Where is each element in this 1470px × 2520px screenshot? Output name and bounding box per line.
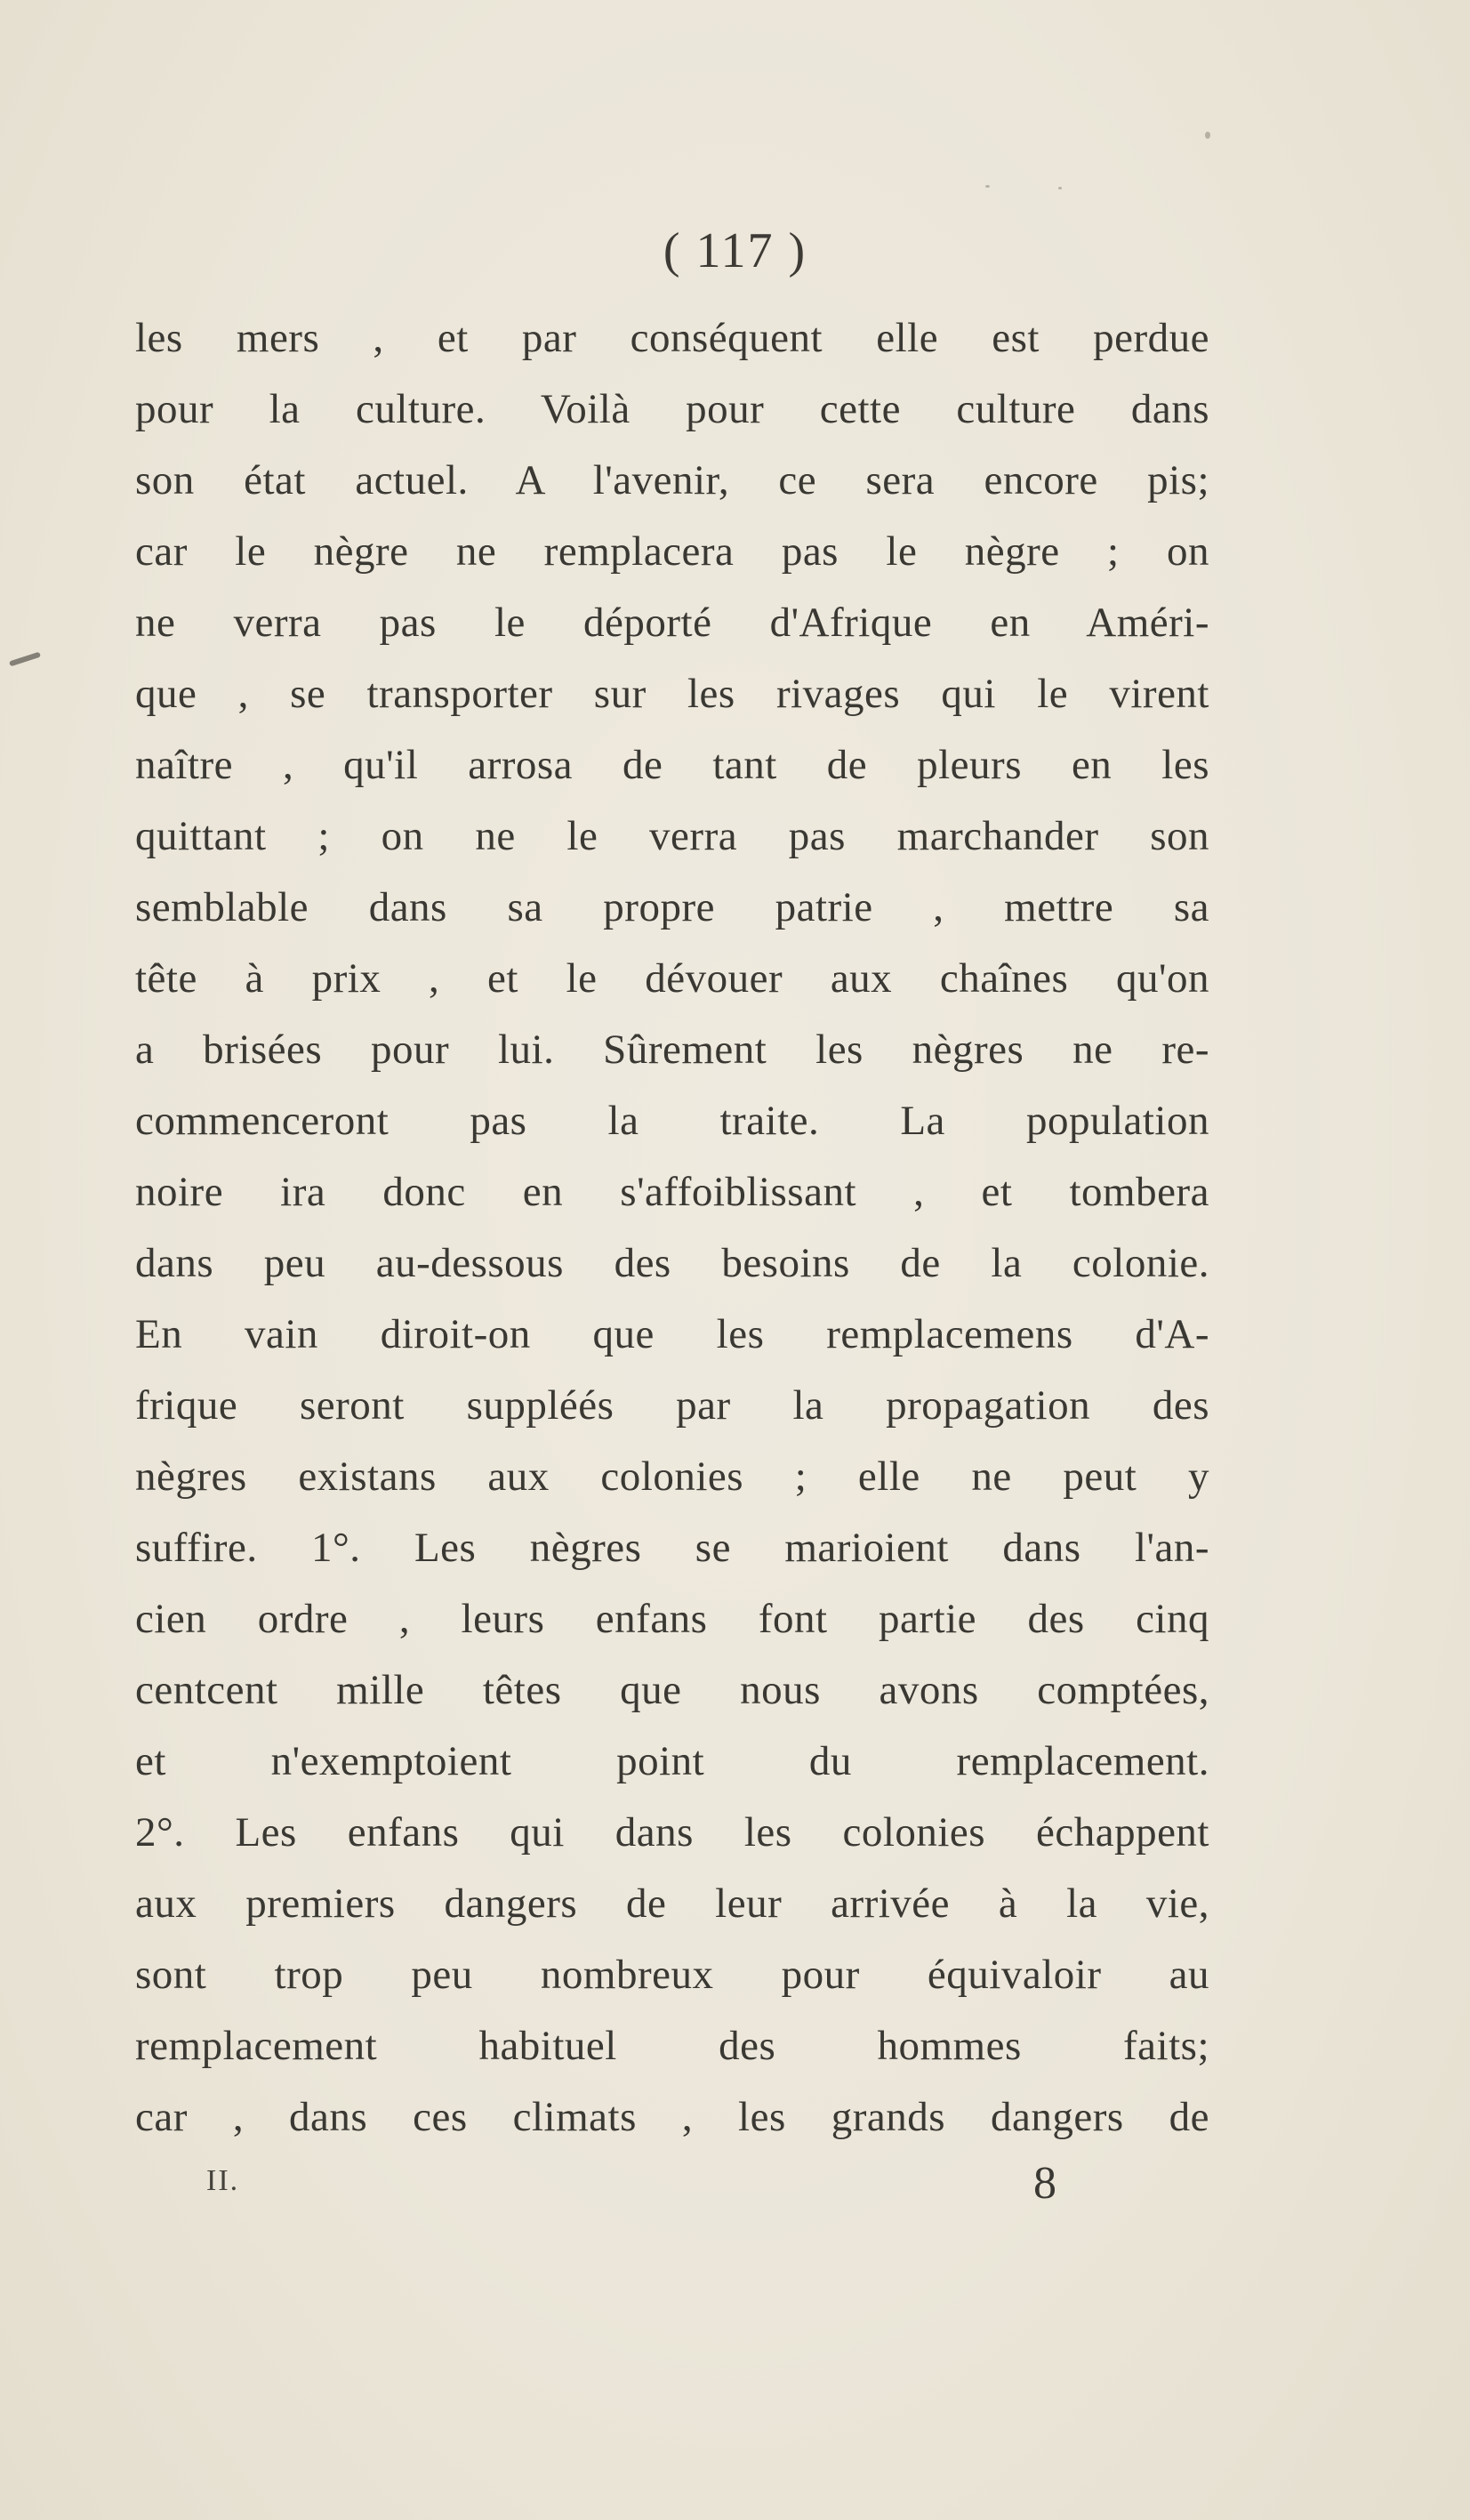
text-line: noire ira donc en s'affoiblissant , et tombera [135, 1169, 1209, 1215]
text-line: a brisées pour lui. Sûrement les nègres ne re- [135, 1027, 1209, 1073]
text-line: car , dans ces climats , les grands dangers de [135, 2094, 1209, 2140]
text-line: nègres existans aux colonies ; elle ne peut y [135, 1453, 1209, 1500]
paper-speck [1058, 187, 1062, 189]
text-line: et n'exemptoient point du remplacement. [135, 1738, 1209, 1784]
text-line: semblable dans sa propre patrie , mettre sa [135, 884, 1209, 930]
page-header: ( 117 ) [663, 223, 807, 278]
page-footer [135, 2157, 1209, 2228]
text-line: quittant ; on ne le verra pas marchander son [135, 813, 1209, 859]
text-line: commenceront pas la traite. La population [135, 1098, 1209, 1144]
text-line: frique seront suppléés par la propagation des [135, 1382, 1209, 1429]
paper-speck [985, 185, 990, 188]
text-line: tête à prix , et le dévouer aux chaînes qu'on [135, 955, 1209, 1002]
text-line: sont trop peu nombreux pour équivaloir au [135, 1952, 1209, 1998]
signature-mark: II. [206, 2164, 240, 2197]
text-line: ne verra pas le déporté d'Afrique en Améri- [135, 600, 1209, 646]
text-line: naître , qu'il arrosa de tant de pleurs en les [135, 742, 1209, 788]
text-line: suffire. 1°. Les nègres se marioient dans l'an- [135, 1525, 1209, 1571]
text-line: aux premiers dangers de leur arrivée à la vie, [135, 1880, 1209, 1927]
text-line: En vain diroit-on que les remplacemens d'A- [135, 1311, 1209, 1357]
text-line: dans peu au-dessous des besoins de la colonie. [135, 1240, 1209, 1286]
text-line: que , se transporter sur les rivages qui le virent [135, 671, 1209, 717]
text-line: cien ordre , leurs enfans font partie des cinq [135, 1596, 1209, 1642]
margin-ink-mark [9, 652, 41, 667]
text-line: remplacement habituel des hommes faits; [135, 2023, 1209, 2069]
text-line: 2°. Les enfans qui dans les colonies échappent [135, 1809, 1209, 1856]
text-line: son état actuel. A l'avenir, ce sera encore pis; [135, 457, 1209, 503]
text-line: les mers , et par conséquent elle est perdue [135, 315, 1209, 361]
text-line: pour la culture. Voilà pour cette culture dans [135, 386, 1209, 432]
paper-speck [1205, 132, 1210, 139]
text-line: centcent mille têtes que nous avons comptées, [135, 1667, 1209, 1713]
signature-number: 8 [1033, 2158, 1056, 2209]
text-line: car le nègre ne remplacera pas le nègre ; on [135, 528, 1209, 575]
body-text [135, 302, 1209, 2153]
